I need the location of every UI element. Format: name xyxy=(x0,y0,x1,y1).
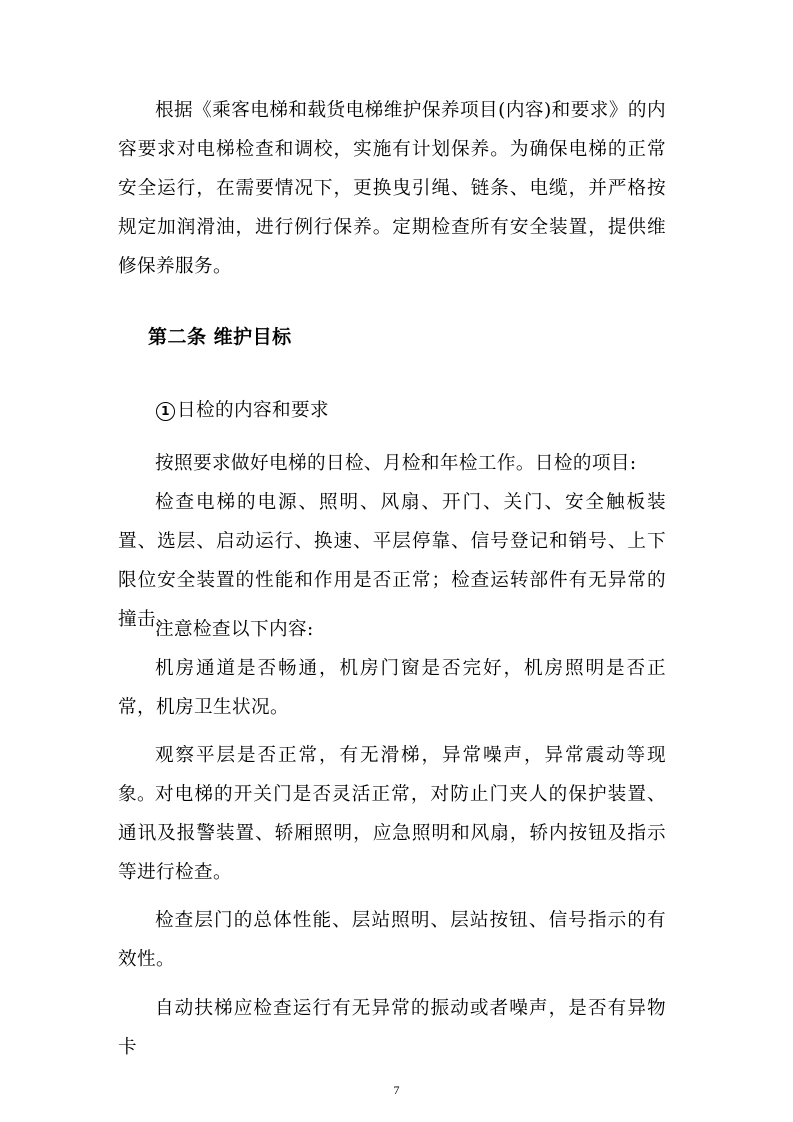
page-number: 7 xyxy=(393,1083,400,1097)
section-heading: 第二条 维护目标 xyxy=(148,326,292,348)
intro-paragraph: 根据《乘客电梯和载货电梯维护保养项目(内容)和要求》的内容要求对电梯检查和调校，实施有计划保养。为确保电梯的正常安全运行，在需要情况下，更换曳引绳、链条、电缆，并严格按规定加润滑油，进行例行保养。定期检查所有安全装置，提供维修保养服务。 xyxy=(118,100,666,277)
body-paragraph-daily-items: 检查电梯的电源、照明、风扇、开门、关门、安全触板装置、选层、启动运行、换速、平层停靠、信号登记和销号、上下限位安全装置的性能和作用是否正常；检查运转部件有无异常的撞击。 xyxy=(118,492,666,630)
circled-number-icon: 1 xyxy=(156,402,175,421)
body-paragraph-escalator: 自动扶梯应检查运行有无异常的振动或者噪声，是否有异物卡 xyxy=(118,998,666,1058)
body-paragraph-notice: 注意检查以下内容: xyxy=(155,619,314,640)
body-paragraph-requirements: 按照要求做好电梯的日检、月检和年检工作。日检的项目: xyxy=(155,453,637,474)
body-paragraph-landing-door: 检查层门的总体性能、层站照明、层站按钮、信号指示的有效性。 xyxy=(118,910,666,970)
body-paragraph-door-check: 对电梯的开关门是否灵活正常，对防止门夹人的保护装置、通讯及报警装置、轿厢照明，应急照明和风扇，轿内按钮及指示等进行检查。 xyxy=(118,784,666,883)
body-paragraph-leveling: 观察平层是否正常，有无滑梯，异常噪声，异常震动等现象。 xyxy=(118,745,666,805)
body-paragraph-machine-room: 机房通道是否畅通，机房门窗是否完好，机房照明是否正常，机房卫生状况。 xyxy=(118,658,666,718)
subsection-title: 日检的内容和要求 xyxy=(177,400,329,421)
subsection-heading xyxy=(156,396,329,426)
